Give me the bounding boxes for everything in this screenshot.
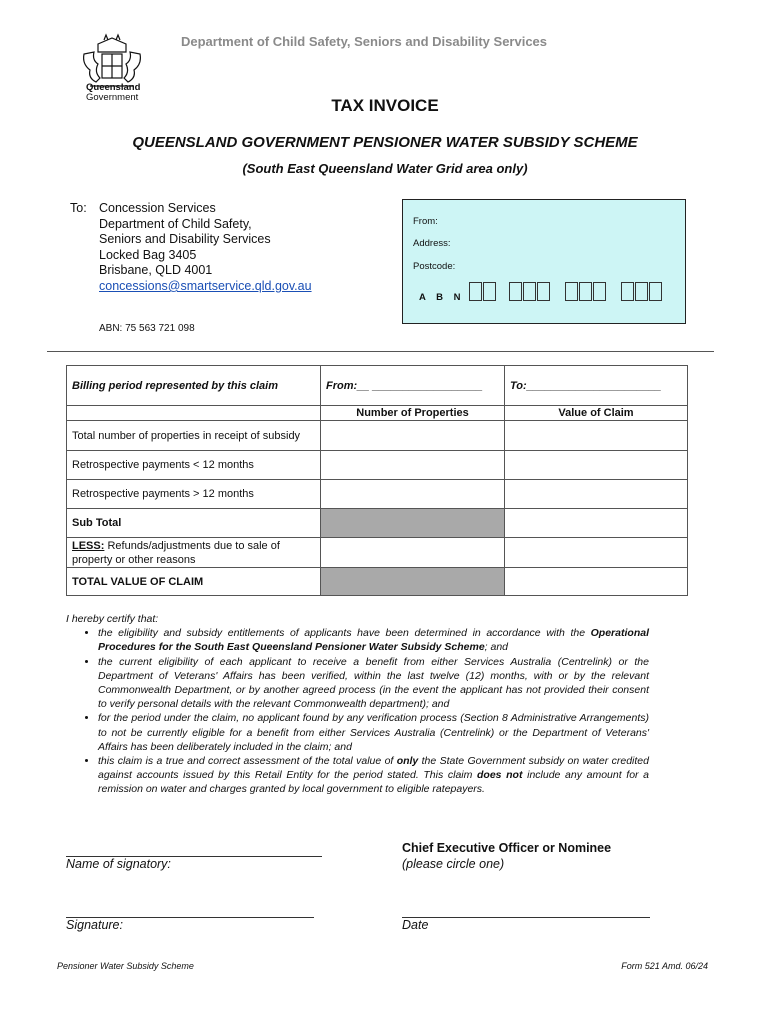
- chief-executive-label: Chief Executive Officer or Nominee: [402, 841, 612, 855]
- table-header-empty: [67, 406, 321, 421]
- signatory-name-label: Name of signatory:: [66, 857, 171, 871]
- input-properties-retro-under-12[interactable]: [321, 451, 505, 480]
- shaded-cell: [321, 568, 505, 596]
- abn-digit-group-2[interactable]: [509, 282, 551, 302]
- input-value-retro-under-12[interactable]: [505, 451, 688, 480]
- department-header: Department of Child Safety, Seniors and Disability Services: [180, 34, 548, 49]
- input-value-total-claim[interactable]: [505, 568, 688, 596]
- claim-table: [66, 365, 688, 596]
- refunds-text: Refunds/adjustments due to sale of property or other reasons: [72, 539, 280, 566]
- row-label-retro-under-12: Retrospective payments < 12 months: [67, 451, 321, 480]
- certification-section: [66, 612, 649, 797]
- row-label-subtotal: Sub Total: [67, 509, 321, 538]
- to-line: Brisbane, QLD 4001: [99, 263, 213, 278]
- abn-digit-cell[interactable]: [483, 282, 496, 301]
- abn-digit-cell[interactable]: [523, 282, 536, 301]
- certify-bullet-4: • this claim is a true and correct assessment of the total value of only the State Government subsidy on water credited against accounts issued by this Retail Entity for the period stated. This claim does not include any amount for a remission on water and charges granted by local government to eligible ratepayers.: [98, 754, 649, 797]
- input-value-refunds[interactable]: [505, 538, 688, 568]
- certify-bullet-2: • the current eligibility of each applicant to receive a benefit from either Services Australia (Centrelink) or the Department of Veterans' Affairs has been verified, within the last twelve (12) months, with or by the relevant Commonwealth Department, or by another agreed process (in the event the applicant has not provided their consent to verify personal details with the relevant Commonwealth department); and: [98, 655, 649, 712]
- scheme-area-note: (South East Queensland Water Grid area only): [242, 161, 528, 176]
- col-header-properties: Number of Properties: [321, 406, 505, 421]
- abn-digit-group-1[interactable]: [469, 282, 497, 302]
- input-value-total[interactable]: [505, 421, 688, 451]
- billing-from-field[interactable]: From:__ __________________: [321, 366, 505, 406]
- col-header-value: Value of Claim: [505, 406, 688, 421]
- row-label-total-claim: TOTAL VALUE OF CLAIM: [67, 568, 321, 596]
- date-line[interactable]: [402, 917, 650, 918]
- email-link[interactable]: concessions@smartservice.qld.gov.au: [99, 278, 312, 293]
- row-label-total-properties: Total number of properties in receipt of subsidy: [67, 421, 321, 451]
- to-label: To:: [70, 201, 87, 215]
- abn-digit-group-3[interactable]: [565, 282, 607, 302]
- logo-line-2: Government: [86, 92, 139, 103]
- input-value-subtotal[interactable]: [505, 509, 688, 538]
- row-label-retro-over-12: Retrospective payments > 12 months: [67, 480, 321, 509]
- less-label: LESS:: [72, 539, 105, 552]
- abn-digit-cell[interactable]: [579, 282, 592, 301]
- abn-digit-cell[interactable]: [593, 282, 606, 301]
- to-address-block: [99, 201, 312, 295]
- postcode-label: Postcode:: [413, 261, 456, 272]
- input-properties-retro-over-12[interactable]: [321, 480, 505, 509]
- abn-digit-cell[interactable]: [565, 282, 578, 301]
- abn-label: A B N: [419, 292, 465, 303]
- footer-scheme-name: Pensioner Water Subsidy Scheme: [57, 961, 194, 971]
- logo-line-1: Queensland: [86, 82, 141, 93]
- to-line: Department of Child Safety,: [99, 216, 252, 231]
- page-title: TAX INVOICE: [331, 96, 439, 115]
- billing-period-label: Billing period represented by this claim: [67, 366, 321, 406]
- row-label-refunds: [67, 538, 321, 568]
- input-properties-total[interactable]: [321, 421, 505, 451]
- certify-bullet-1: • the eligibility and subsidy entitlements of applicants have been determined in accordance with the Operational Procedures for the South East Queensland Pensioner Water Subsidy Scheme; and: [98, 626, 649, 654]
- abn-digit-group-4[interactable]: [621, 282, 663, 302]
- from-label: From:: [413, 216, 438, 227]
- certify-intro: I hereby certify that:: [66, 613, 159, 625]
- address-label: Address:: [413, 238, 451, 249]
- divider: [47, 351, 714, 352]
- signature-label: Signature:: [66, 918, 123, 932]
- abn-digit-cell[interactable]: [649, 282, 662, 301]
- date-label: Date: [402, 918, 429, 932]
- input-value-retro-over-12[interactable]: [505, 480, 688, 509]
- input-properties-refunds[interactable]: [321, 538, 505, 568]
- to-line: Locked Bag 3405: [99, 247, 197, 262]
- abn-digit-cell[interactable]: [537, 282, 550, 301]
- to-line: Seniors and Disability Services: [99, 232, 271, 247]
- to-line: Concession Services: [99, 201, 216, 215]
- abn-digit-cell[interactable]: [469, 282, 482, 301]
- abn-number: ABN: 75 563 721 098: [99, 323, 195, 334]
- billing-to-field[interactable]: To:______________________: [505, 366, 688, 406]
- shaded-cell: [321, 509, 505, 538]
- abn-digit-cell[interactable]: [509, 282, 522, 301]
- scheme-title: QUEENSLAND GOVERNMENT PENSIONER WATER SUBSIDY SCHEME: [132, 134, 638, 151]
- circle-one-note: (please circle one): [402, 857, 505, 871]
- footer-form-number: Form 521 Amd. 06/24: [621, 961, 708, 971]
- abn-digit-cell[interactable]: [621, 282, 634, 301]
- certify-bullet-3: • for the period under the claim, no applicant found by any verification process (Section 8 Administrative Arrangements) to not be currently eligible for a benefit from either Services Australia (Centrelink) or the Department of Veterans' Affairs has been deliberately included in the claim; and: [98, 711, 649, 754]
- from-details-box: [402, 199, 686, 324]
- abn-digit-cell[interactable]: [635, 282, 648, 301]
